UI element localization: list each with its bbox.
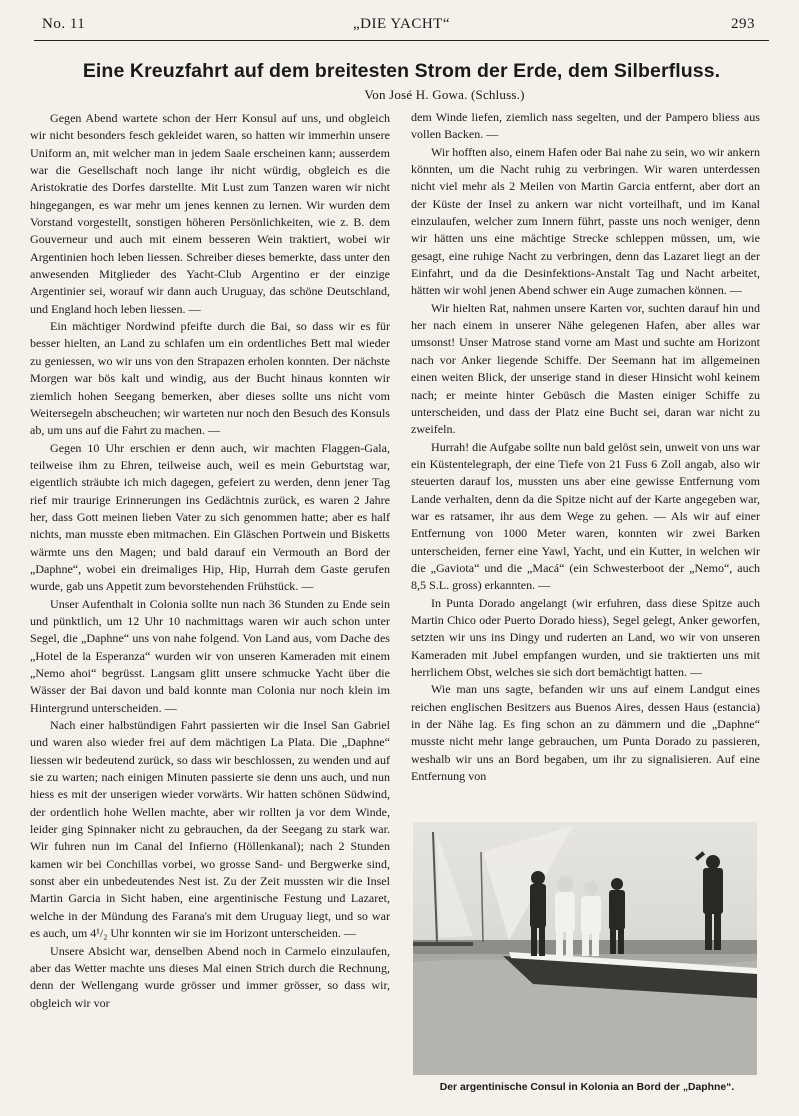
paragraph: dem Winde liefen, ziemlich nass segelten, und der Pampero bliess aus vollen Backen. — xyxy=(411,110,760,142)
left-column xyxy=(30,110,390,1012)
paragraph: Wir hielten Rat, nahmen unsere Karten vor, suchten darauf hin und her nach einem in unserer Nähe gelegenen Hafen, aber alles war umsonst! Unser Matrose stand vorne am Mast und suchte am Horizont nach vor Anker liegende Schiffe. Der Seemann hat im allgemeinen einen weiten Blick, der unserige stand in dieser Hinsicht wohl keinem nach; er meinte hinter Gebüsch die Masten einiger Schiffe zu unterscheiden, und dass der Platz eine Bucht sei, daran war nicht zu zweifeln. xyxy=(411,300,760,437)
paragraph: Ein mächtiger Nordwind pfeifte durch die Bai, so dass wir es für besser hielten, an Land zu schlafen um ein ordentliches Bett mal wieder zu geniessen, wo wir uns von den Strapazen erholen konnten. Der nächste Morgen war bös kalt und windig, aus der Bucht hinaus konnten wir ziemlich hohen Seegang bemerken, aber dieses sollte uns nicht vom Weitersegeln abscheuchen; wir warteten nur noch den Besuch des Konsuls ab, um uns auf die Fahrt zu machen. — xyxy=(30,319,390,438)
paragraph: Wir hofften also, einem Hafen oder Bai nahe zu sein, wo wir ankern könnten, um die Nacht ruhig zu verbringen. Wir waren unterdessen nicht viel mehr als 2 Meilen von Martin Garcia entfernt, aber dort an der Küste der Insel zu ankern war nicht vorteilhaft, und im Kanal einzulaufen, welcher zum Innern führt, passte uns noch weniger, denn wir hätten uns eine mächtige Strecke schleppen müssen, um, wie gesagt, eine ruhige Nacht zu verbringen, denn das Lazaret liegt an der Einfahrt, und da die Desinfektions-Anstalt Tag und Nacht arbeitet, hätten wir wohl jenen Abend schwer ein Auge zumachen können. — xyxy=(411,144,760,298)
photo-illustration xyxy=(413,822,757,1075)
article-title: Eine Kreuzfahrt auf dem breitesten Strom der Erde, dem Silberfluss. xyxy=(82,60,721,82)
byline-text: Von José H. Gowa. (Schluss.) xyxy=(364,87,525,102)
page-number: 293 xyxy=(731,16,755,32)
paragraph: Unsere Absicht war, denselben Abend noch in Carmelo einzulaufen, aber das Wetter machte uns dieses Mal einen Strich durch die Rechnung, denn der Wellengang wurde grösser und immer grösser, so dass wir, obgleich wir vor xyxy=(30,943,390,1010)
paragraph: Gegen 10 Uhr erschien er denn auch, wir machten Flaggen-Gala, teilweise ihm zu Ehren, teilweise auch, weil es mein Geburtstag war, eigentlich sträubte ich mich dagegen, gefeiert zu werden, denn jener Tag rief mir traurige Erinnerungen ins Gedächtnis zurück, es waren 2 Jahre her, dass Gott meinen lieben Vater zu sich genommen hatte; aber es half nichts, man musste eben mitmachen. Ein Gläschen Portwein und Bisketts wärmte uns den Magen; und bald darauf ein Vermouth an Bord der „Daphne“, wobei ein dreimaliges Hip, Hip, Hurrah dem Gaste gerufen wurde, gab uns Appetit zum bevorstehenden Frühstück. — xyxy=(30,440,390,594)
paragraph: Gegen Abend wartete schon der Herr Konsul auf uns, und obgleich wir nicht besonders fesch gekleidet waren, so hatten wir immerhin unsere Uniform an, mit welcher man in jedem Saale erscheinen kann; ausserdem war die Gesellschaft noch lange ihr nicht würdig, obgleich es die Aristokratie des Dorfes darstellte. Mit Lust zum Tanzen waren wir nicht hingegangen, es war mehr um jenes kennen zu lernen. Wir wurden dem Vorstand vorgestellt, sonstigen höheren Persönlichkeiten, wie z. B. dem Gouverneur und auch mit einem besseren Wein traktiert, wobei wir Argentinien hoch leben liessen. Schreiber dieses bemerkte, dass unter den anwesenden Mitglieder des Yacht-Club Argentino er der einzige Argentinier sei, worauf wir dann auch Uruguay, das schöne Deutschland, und England hoch leben liessen. — xyxy=(30,111,390,316)
running-header xyxy=(34,14,769,38)
right-column xyxy=(411,109,760,785)
issue-number: No. 11 xyxy=(42,16,86,32)
paragraph: Hurrah! die Aufgabe sollte nun bald gelöst sein, unweit von uns war ein Küstentelegraph, der eine Tiefe von 21 Fuss 6 Zoll angab, also wir steuerten darauf los, mussten uns aber eine gewisse Entfernung vom Lande verhalten, denn da die Spitze nicht auf der Karte angegeben war, war es ratsamer, ihr aus dem Wege zu gehen. — Als wir auf einer Entfernung von 1000 Meter waren, konnten wir zwei Barken unterscheiden, ferner eine Yawl, Yacht, und ein Kutter, in welchen wir die „Gaviota“ und die „Macá“ (ein Schwesterboot der „Nemo“, auch 8,5 S.L. gross) erkannten. — xyxy=(411,439,760,593)
paragraph: Unser Aufenthalt in Colonia sollte nun nach 36 Stunden zu Ende sein und pünktlich, um 12 Uhr 10 nachmittags waren wir auch schon unter Segel, die „Daphne“ uns von nahe folgend. Von Land aus, vom Dache des „Hotel de la Esperanza“ wurden wir von unseren Kameraden mit einem „Nemo ahoi“ begrüsst. Langsam glitt unsere schmucke Yacht über die Wässer der Bai davon und bald konnte man Colonia nur noch klein im Hintergrund unterscheiden. — xyxy=(30,596,390,715)
paragraph: Wie man uns sagte, befanden wir uns auf einem Landgut eines reichen englischen Besitzers aus Buenos Aires, dessen Haus (estancia) in der Nähe lag. Es fing schon an zu dämmern und die „Daphne“ musste nicht mehr lange gebrauchen, um Punta Dorado zu passieren, weshalb wir uns an Bord begaben, um ihr zu signalisieren. Auf eine Entfernung von xyxy=(411,682,760,784)
magazine-name: „DIE YACHT“ xyxy=(352,16,450,32)
photo-caption: Der argentinische Consul in Kolonia an Bord der „Daphne“. xyxy=(439,1082,735,1093)
header-rule xyxy=(34,40,769,41)
paragraph: In Punta Dorado angelangt (wir erfuhren, dass diese Spitze auch Martin Chico oder Puerto Dorado hiess), Segel gelegt, Anker geworfen, setzten wir uns ins Dingy und ruderten an Land, wo wir von unseren Kameraden mit Jubel empfangen wurden, und sie traktierten uns mit herrlichem Obst, welches sie sich dort bemächtigt hatten. — xyxy=(411,595,760,679)
paragraph: Nach einer halbstündigen Fahrt passierten wir die Insel San Gabriel und waren also wieder frei auf dem mächtigen La Plata. Die „Daphne“ liessen wir bedeutend zurück, so dass wir beschlossen, zu wenden und auf sie zu warten; nach einigen Minuten passierte sie denn uns auch, und nun hiess es mit der unserigen wieder vorwärts. Wir hatten schönen Südwind, der ordentlich hohe Wellen machte, aber wir rollten ja vor dem Winde, leider ging Spinnaker nicht zu gebrauchen, da der Seegang zu stark war. Wir fuhren nun im Canal del Infierno (Höllenkanal); nach 2 Stunden kamen wir bei Conchillas vorbei, wo grosse Sand- und Bergwerke sind, sonst aber ein unbedeutendes Nest ist. Zu der Zeit mussten wir die Insel Martin Garcia in Sicht haben, eine argentinische Festung und Lazaret, welche in der Mündung des Farana's mit dem Uruguay liegt, und so war es auch, um 4¹/₂ Uhr konnten wir sie im Horizont unterscheiden. — xyxy=(30,718,390,941)
yacht-photograph xyxy=(413,822,757,1075)
article-byline xyxy=(0,87,799,103)
